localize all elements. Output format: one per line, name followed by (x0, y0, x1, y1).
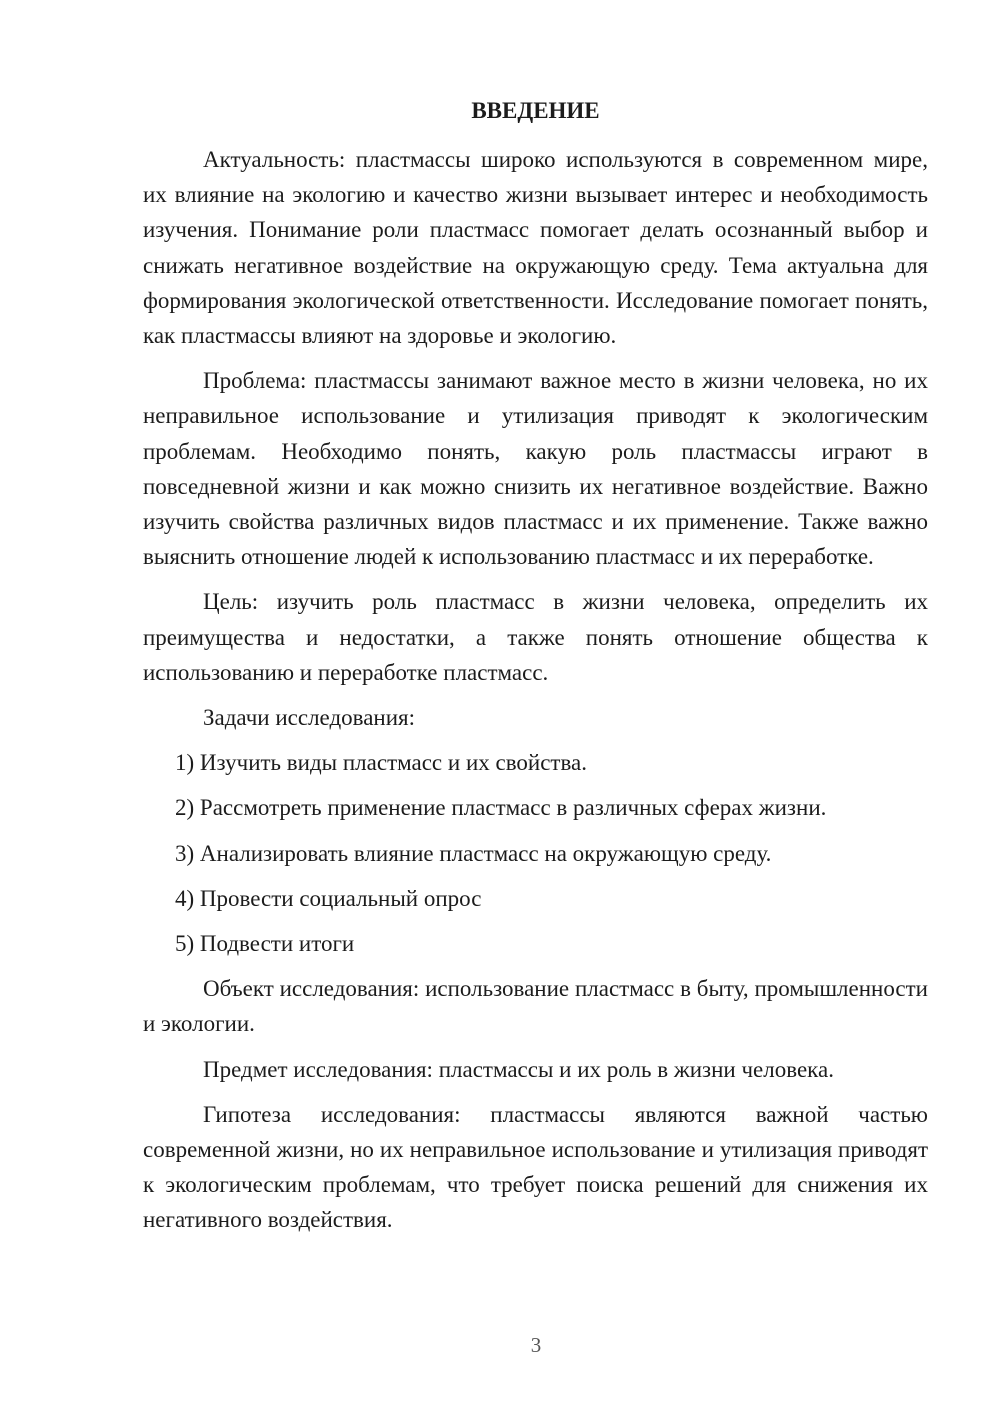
task-item: 4) Провести социальный опрос (175, 885, 482, 911)
object-paragraph: Объект исследования: использование пластмасс в быту, промышленности и экологии. (143, 976, 928, 1037)
relevance-paragraph: Актуальность: пластмассы широко используются в современном мире, их влияние на экологию и качество жизни вызывает интерес и необходимость изучения. Понимание роли пластмасс помогает делать осознанный выбор и снижать негативное воздействие на окружающую среду. Тема актуальна для формирования экологической ответственности. Исследование помогает понять, как пластмассы влияют на здоровье и экологию. (143, 147, 928, 349)
problem-paragraph: Проблема: пластмассы занимают важное место в жизни человека, но их неправильное использование и утилизация приводят к экологическим проблемам. Необходимо понять, какую роль пластмассы играют в повседневной жизни и как можно снизить их негативное воздействие. Важно изучить свойства различных видов пластмасс и их применение. Также важно выяснить отношение людей к использованию пластмасс и их переработке. (143, 368, 928, 570)
goal-paragraph: Цель: изучить роль пластмасс в жизни человека, определить их преимущества и недостатки, а также понять отношение общества к использованию и переработке пластмасс. (143, 589, 928, 685)
task-item: 1) Изучить виды пластмасс и их свойства. (175, 750, 588, 776)
task-item: 2) Рассмотреть применение пластмасс в различных сферах жизни. (175, 795, 827, 821)
task-item: 5) Подвести итоги (175, 931, 355, 957)
subject-paragraph: Предмет исследования: пластмассы и их роль в жизни человека. (203, 1056, 834, 1082)
page-number: 3 (530, 1333, 542, 1357)
tasks-list (143, 745, 928, 961)
section-heading: ВВЕДЕНИЕ (471, 98, 600, 123)
task-item: 3) Анализировать влияние пластмасс на окружающую среду. (175, 840, 772, 866)
tasks-title: Задачи исследования: (203, 705, 416, 731)
page-content (143, 95, 928, 1248)
hypothesis-paragraph: Гипотеза исследования: пластмассы являются важной частью современной жизни, но их неправильное использование и утилизация приводят к экологическим проблемам, что требует поиска решений для снижения их негативного воздействия. (143, 1101, 928, 1233)
